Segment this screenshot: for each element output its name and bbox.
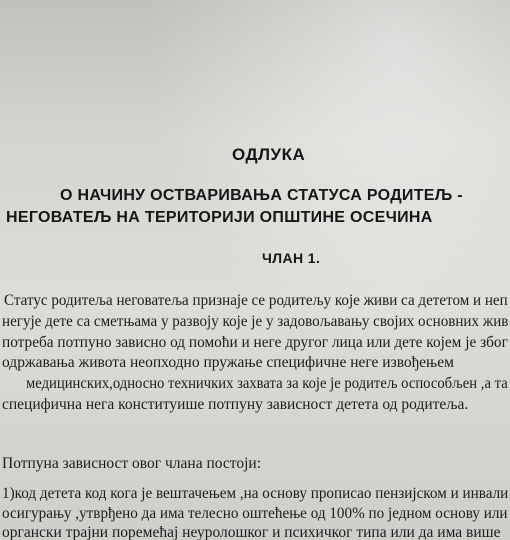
paragraph-1-line: Статус родитеља неговатеља признаје се родитељу које живи са дететом и неп xyxy=(4,292,508,309)
document-heading: ОДЛУКА xyxy=(232,145,306,164)
list-item-1-line: 1)код детета код кога је вештачењем ,на основу прописао пензијском и инвали xyxy=(2,485,509,502)
page-shadow xyxy=(0,0,510,140)
paragraph-1-line: одржавања живота неопходно пружање специфичне неге извођењем xyxy=(2,354,454,371)
paragraph-1-line: негује дете са сметњама у развоју које је у задовољавању својих основних жив xyxy=(2,313,509,330)
article-title: ЧЛАН 1. xyxy=(262,250,321,266)
paragraph-1-line: потреба потпуно зависно од помоћи и неге другог лица или дете којем је због xyxy=(2,334,508,351)
paragraph-1-line: специфична нега конституише потпуну зависност детета од родитеља. xyxy=(2,396,469,413)
list-item-1-line: осигурању ,утврђено да има телесно оштећење од 100% по једном основу или xyxy=(2,505,508,522)
document-subheading-line-2: НЕГОВАТЕЉ НА ТЕРИТОРИЈИ ОПШТИНЕ ОСЕЧИНА xyxy=(6,209,433,226)
paragraph-1-line: медицинских,односно техничких захвата за које је родитељ оспособљен ,а та xyxy=(26,375,508,392)
paragraph-2: Потпуна зависност овог члана постоји: xyxy=(2,455,262,472)
list-item-1-line: органски трајни поремећај неуролошког и психичког типа или да има више xyxy=(2,524,501,540)
document-subheading-line-1: О НАЧИНУ ОСТВАРИВАЊА СТАТУСА РОДИТЕЉ - xyxy=(60,187,463,204)
